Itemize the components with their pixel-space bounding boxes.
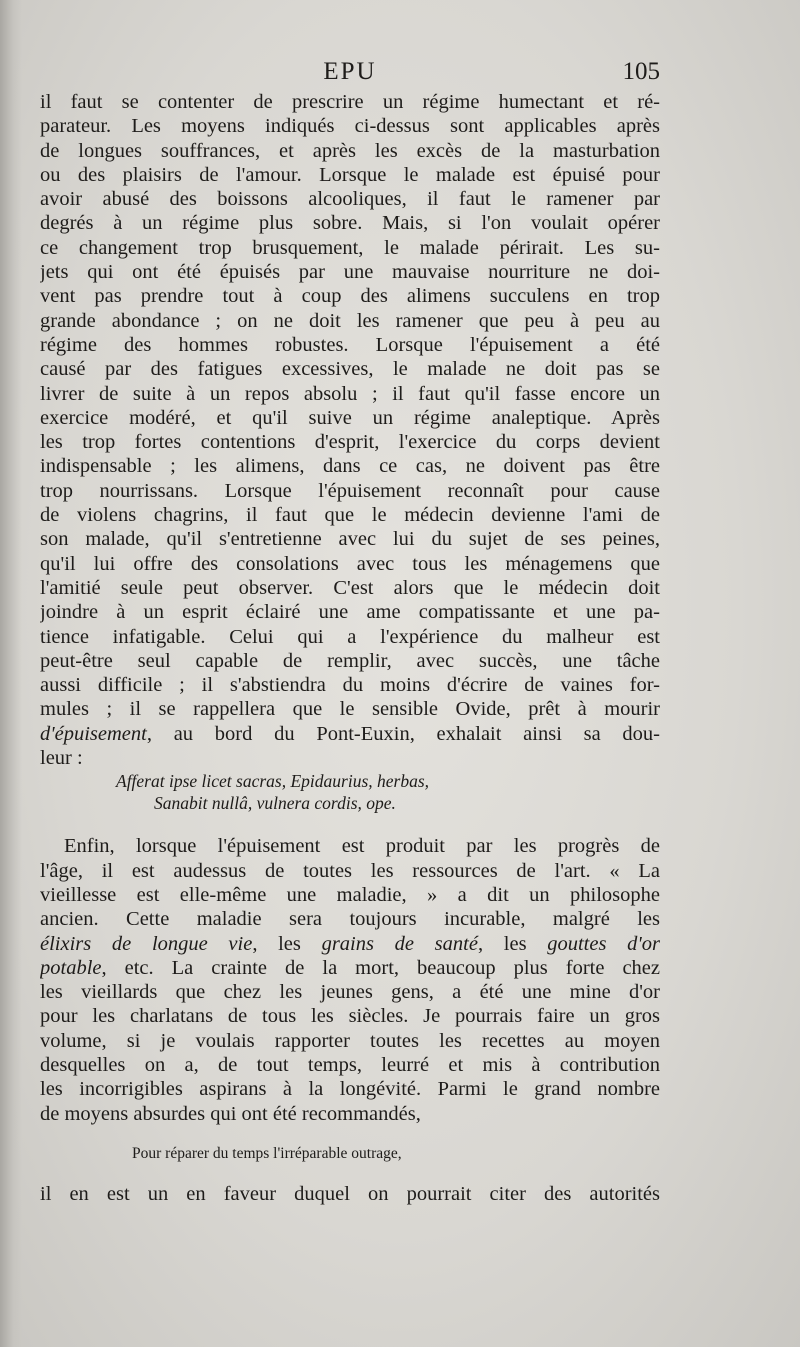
text-line: tience infatigable. Celui qui a l'expérience du malheur est <box>40 625 660 648</box>
italic-term: d'épuisement <box>40 722 147 745</box>
latin-quote <box>40 770 660 814</box>
text-line: de longues souffrances, et après les excès de la masturbation <box>40 139 660 162</box>
text-line: parateur. Les moyens indiqués ci-dessus sont applicables après <box>40 115 660 138</box>
text-line: de moyens absurdes qui ont été recommandés, <box>40 1102 421 1125</box>
text-line: vent pas prendre tout à coup des alimens succulens en trop <box>40 285 660 308</box>
text-line: peut-être seul capable de remplir, avec succès, une tâche <box>40 649 660 672</box>
text-line: joindre à un esprit éclairé une ame compatissante et une pa- <box>40 601 660 624</box>
text-line: les incorrigibles aspirans à la longévité. Parmi le grand nombre <box>40 1078 660 1101</box>
verse-quote: Pour réparer du temps l'irréparable outrage, <box>132 1144 402 1162</box>
text-line: les trop fortes contentions d'esprit, l'exercice du corps devient <box>40 431 660 454</box>
text-line: l'amitié seule peut observer. C'est alors que le médecin doit <box>40 576 660 599</box>
text-line: exercice modéré, et qu'il suive un régime analeptique. Après <box>40 406 660 429</box>
text-line: pour les charlatans de tous les siècles. Je pourrais faire un gros <box>40 1005 660 1028</box>
text-run: , au bord du Pont-Euxin, exhalait ainsi sa dou- <box>146 722 660 745</box>
text-line: ancien. Cette maladie sera toujours incurable, malgré les <box>40 908 660 931</box>
text-line: volume, si je voulais rapporter toutes les recettes au moyen <box>40 1029 660 1052</box>
text-line: il en est un en faveur duquel on pourrait citer des autorités <box>40 1182 660 1205</box>
text-line: livrer de suite à un repos absolu ; il faut qu'il fasse encore un <box>40 382 660 405</box>
text-line: son malade, qu'il s'entretienne avec lui du sujet de ses peines, <box>40 528 660 551</box>
text-line: avoir abusé des boissons alcooliques, il faut le ramener par <box>40 188 660 211</box>
quote-line: Afferat ipse licet sacras, Epidaurius, herbas, <box>116 771 430 792</box>
text-line: leur : <box>40 747 83 770</box>
text-line: mules ; il se rappellera que le sensible Ovide, prêt à mourir <box>40 698 660 721</box>
text-run: , etc. La crainte de la mort, beaucoup plus forte chez <box>101 956 660 979</box>
text-line: jets qui ont été épuisés par une mauvaise nourriture ne doi- <box>40 261 660 284</box>
page-number: 105 <box>622 58 660 85</box>
text-line: grande abondance ; on ne doit les ramener que peu à peu au <box>40 309 660 332</box>
text-line: régime des hommes robustes. Lorsque l'épuisement a été <box>40 333 660 356</box>
text-line: aussi difficile ; il s'abstiendra du moins d'écrire de vaines for- <box>40 674 660 697</box>
text-line: ce changement trop brusquement, le malade périrait. Les su- <box>40 236 660 259</box>
paragraph-2 <box>40 834 660 1126</box>
italic-term: élixirs de longue vie <box>40 932 253 955</box>
text-line: Enfin, lorsque l'épuisement est produit par les progrès de <box>64 835 660 858</box>
paragraph-1 <box>40 90 660 770</box>
italic-term: gouttes d'or <box>547 932 660 955</box>
text-line: qu'il lui offre des consolations avec tous les ménagemens que <box>40 552 660 575</box>
text-line: indispensable ; les alimens, dans ce cas, ne doivent pas être <box>40 455 660 478</box>
text-line: il faut se contenter de prescrire un régime humectant et ré- <box>40 91 660 113</box>
text-line: les vieillards que chez les jeunes gens, a été une mine d'or <box>40 981 660 1004</box>
page-header <box>40 56 660 90</box>
text-line: trop nourrissans. Lorsque l'épuisement reconnaît pour cause <box>40 479 660 502</box>
italic-term: potable <box>40 956 102 979</box>
text-line: de violens chagrins, il faut que le médecin devienne l'ami de <box>40 504 660 527</box>
quote-line: Sanabit nullâ, vulnera cordis, ope. <box>154 793 396 814</box>
body-text <box>40 90 660 1206</box>
text-line: desquelles on a, de tout temps, leurré et mis à contribution <box>40 1053 660 1076</box>
text-line: ou des plaisirs de l'amour. Lorsque le malade est épuisé pour <box>40 163 660 186</box>
text-line-with-italic <box>40 932 660 956</box>
text-line-with-italic <box>40 722 660 746</box>
text-line-with-italic <box>40 956 660 980</box>
text-line: l'âge, il est audessus de toutes les ressources de l'art. « La <box>40 859 660 882</box>
text-line: vieillesse est elle-même une maladie, » a dit un philosophe <box>40 883 660 906</box>
text-line: degrés à un régime plus sobre. Mais, si l'on voulait opérer <box>40 212 660 235</box>
text-run: , les <box>477 932 548 955</box>
italic-term: grains de santé <box>321 932 478 955</box>
running-head: EPU <box>323 58 377 85</box>
text-run: , les <box>252 932 322 955</box>
text-line: causé par des fatigues excessives, le malade ne doit pas se <box>40 358 660 381</box>
